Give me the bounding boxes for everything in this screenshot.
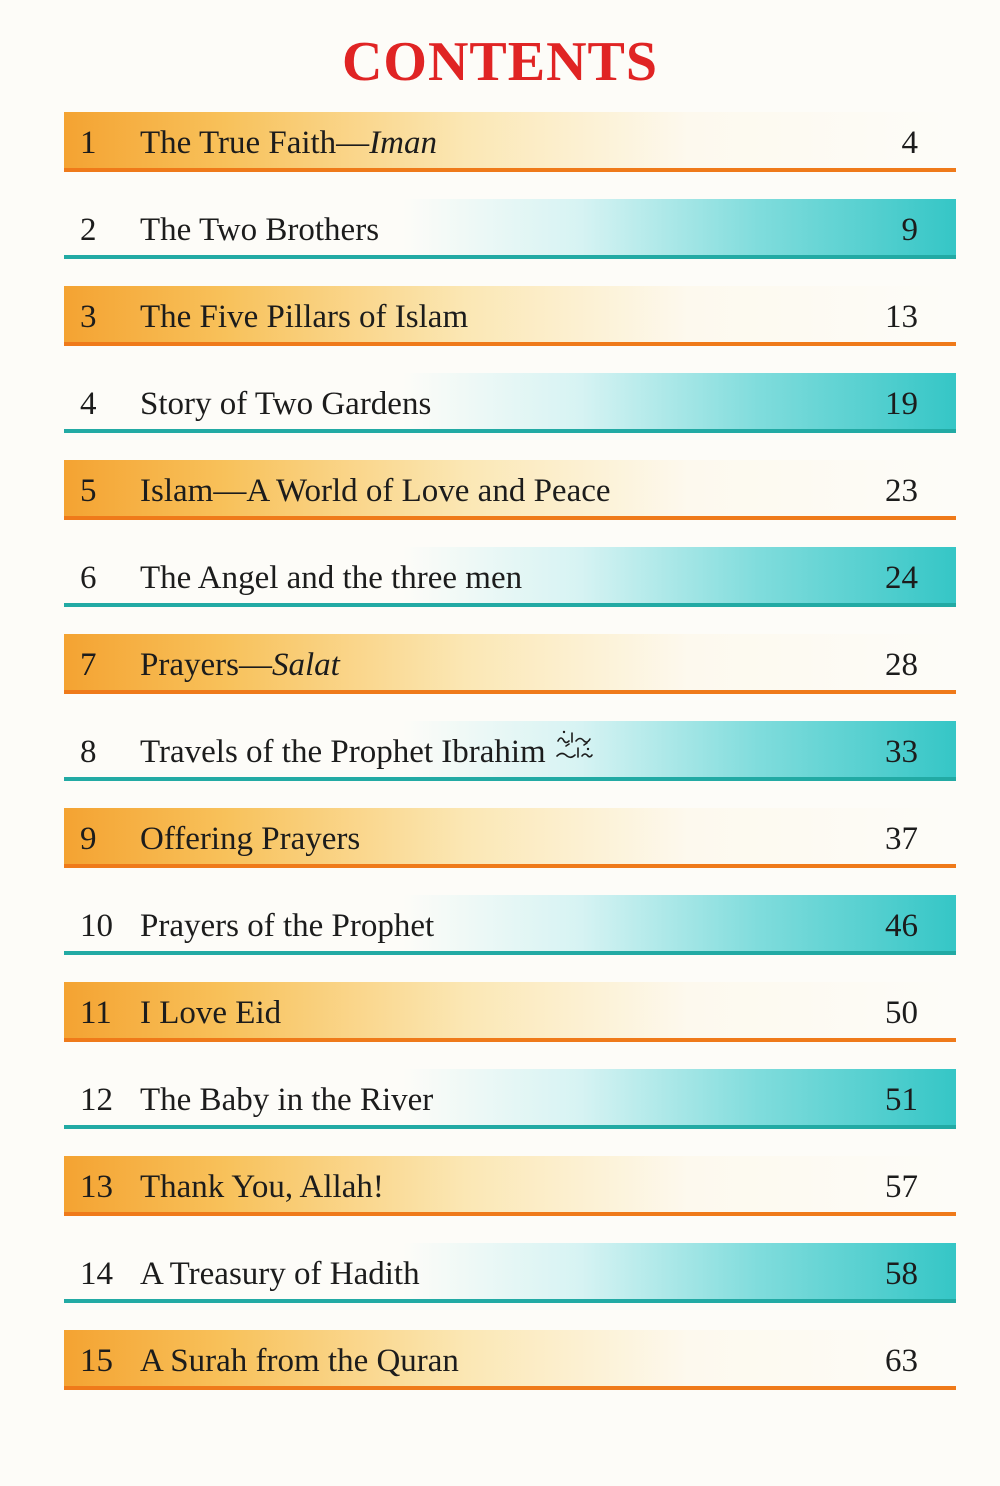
- entry-number: 1: [80, 125, 97, 161]
- entry-rule: [64, 255, 956, 259]
- toc-entry-4[interactable]: [64, 373, 956, 433]
- entry-rule: [64, 864, 956, 868]
- entry-number: 5: [80, 473, 97, 509]
- entry-page-number: 51: [885, 1082, 918, 1118]
- entry-page-number: 33: [885, 734, 918, 770]
- entry-rule: [64, 777, 956, 781]
- entry-title: Story of Two Gardens: [140, 386, 432, 422]
- toc-entry-3[interactable]: [64, 286, 956, 346]
- entry-page-number: 13: [885, 299, 918, 335]
- toc-entry-12[interactable]: [64, 1069, 956, 1129]
- entry-rule: [64, 1212, 956, 1216]
- entry-number: 8: [80, 734, 97, 770]
- arabic-honorific-icon: [554, 729, 594, 772]
- entry-page-number: 19: [885, 386, 918, 422]
- entry-title: I Love Eid: [140, 995, 282, 1031]
- entry-title-italic: Iman: [369, 125, 438, 161]
- entry-title: Thank You, Allah!: [140, 1169, 384, 1205]
- entry-number: 7: [80, 647, 97, 683]
- entry-number: 15: [80, 1343, 113, 1379]
- entry-page-number: 57: [885, 1169, 918, 1205]
- toc-entry-1[interactable]: [64, 112, 956, 172]
- toc-entry-5[interactable]: [64, 460, 956, 520]
- toc-entry-9[interactable]: [64, 808, 956, 868]
- toc-entry-6[interactable]: [64, 547, 956, 607]
- entry-number: 6: [80, 560, 97, 596]
- entry-title: Islam—A World of Love and Peace: [140, 473, 611, 509]
- entry-number: 13: [80, 1169, 113, 1205]
- entry-title: The True Faith—Iman: [140, 125, 438, 161]
- entry-number: 3: [80, 299, 97, 335]
- entry-rule: [64, 1386, 956, 1390]
- entry-title: The Angel and the three men: [140, 560, 523, 596]
- entry-title: Prayers—Salat: [140, 647, 340, 683]
- toc-entry-14[interactable]: [64, 1243, 956, 1303]
- entry-page-number: 4: [901, 125, 918, 161]
- entry-number: 10: [80, 908, 113, 944]
- entry-rule: [64, 516, 956, 520]
- entry-rule: [64, 603, 956, 607]
- toc-entry-7[interactable]: [64, 634, 956, 694]
- entry-title: The Five Pillars of Islam: [140, 299, 469, 335]
- entry-title: The Baby in the River: [140, 1082, 434, 1118]
- entry-number: 9: [80, 821, 97, 857]
- entry-page-number: 58: [885, 1256, 918, 1292]
- toc-entry-8[interactable]: [64, 721, 956, 781]
- toc-entry-10[interactable]: [64, 895, 956, 955]
- entry-page-number: 37: [885, 821, 918, 857]
- entry-title-italic: Salat: [271, 647, 340, 683]
- entry-page-number: 50: [885, 995, 918, 1031]
- entry-rule: [64, 1299, 956, 1303]
- toc-entry-2[interactable]: [64, 199, 956, 259]
- entry-rule: [64, 429, 956, 433]
- entry-page-number: 46: [885, 908, 918, 944]
- entry-title: Travels of the Prophet Ibrahim: [140, 733, 594, 772]
- entry-title: The Two Brothers: [140, 212, 380, 248]
- entry-rule: [64, 342, 956, 346]
- entry-number: 2: [80, 212, 97, 248]
- entry-rule: [64, 168, 956, 172]
- entry-title: Prayers of the Prophet: [140, 908, 435, 944]
- entry-rule: [64, 1125, 956, 1129]
- page-title: CONTENTS: [341, 31, 659, 93]
- entry-page-number: 24: [885, 560, 918, 596]
- entry-number: 12: [80, 1082, 113, 1118]
- entry-rule: [64, 690, 956, 694]
- toc-entry-11[interactable]: [64, 982, 956, 1042]
- entry-page-number: 9: [901, 212, 918, 248]
- entry-page-number: 63: [885, 1343, 918, 1379]
- toc-entry-13[interactable]: [64, 1156, 956, 1216]
- entry-number: 11: [80, 995, 112, 1031]
- entry-rule: [64, 951, 956, 955]
- entry-title: A Surah from the Quran: [140, 1343, 459, 1379]
- entry-title: A Treasury of Hadith: [140, 1256, 420, 1292]
- entry-title: Offering Prayers: [140, 821, 361, 857]
- entry-page-number: 23: [885, 473, 918, 509]
- entry-number: 14: [80, 1256, 113, 1292]
- entry-rule: [64, 1038, 956, 1042]
- entry-number: 4: [80, 386, 97, 422]
- entry-page-number: 28: [885, 647, 918, 683]
- toc-entry-15[interactable]: [64, 1330, 956, 1390]
